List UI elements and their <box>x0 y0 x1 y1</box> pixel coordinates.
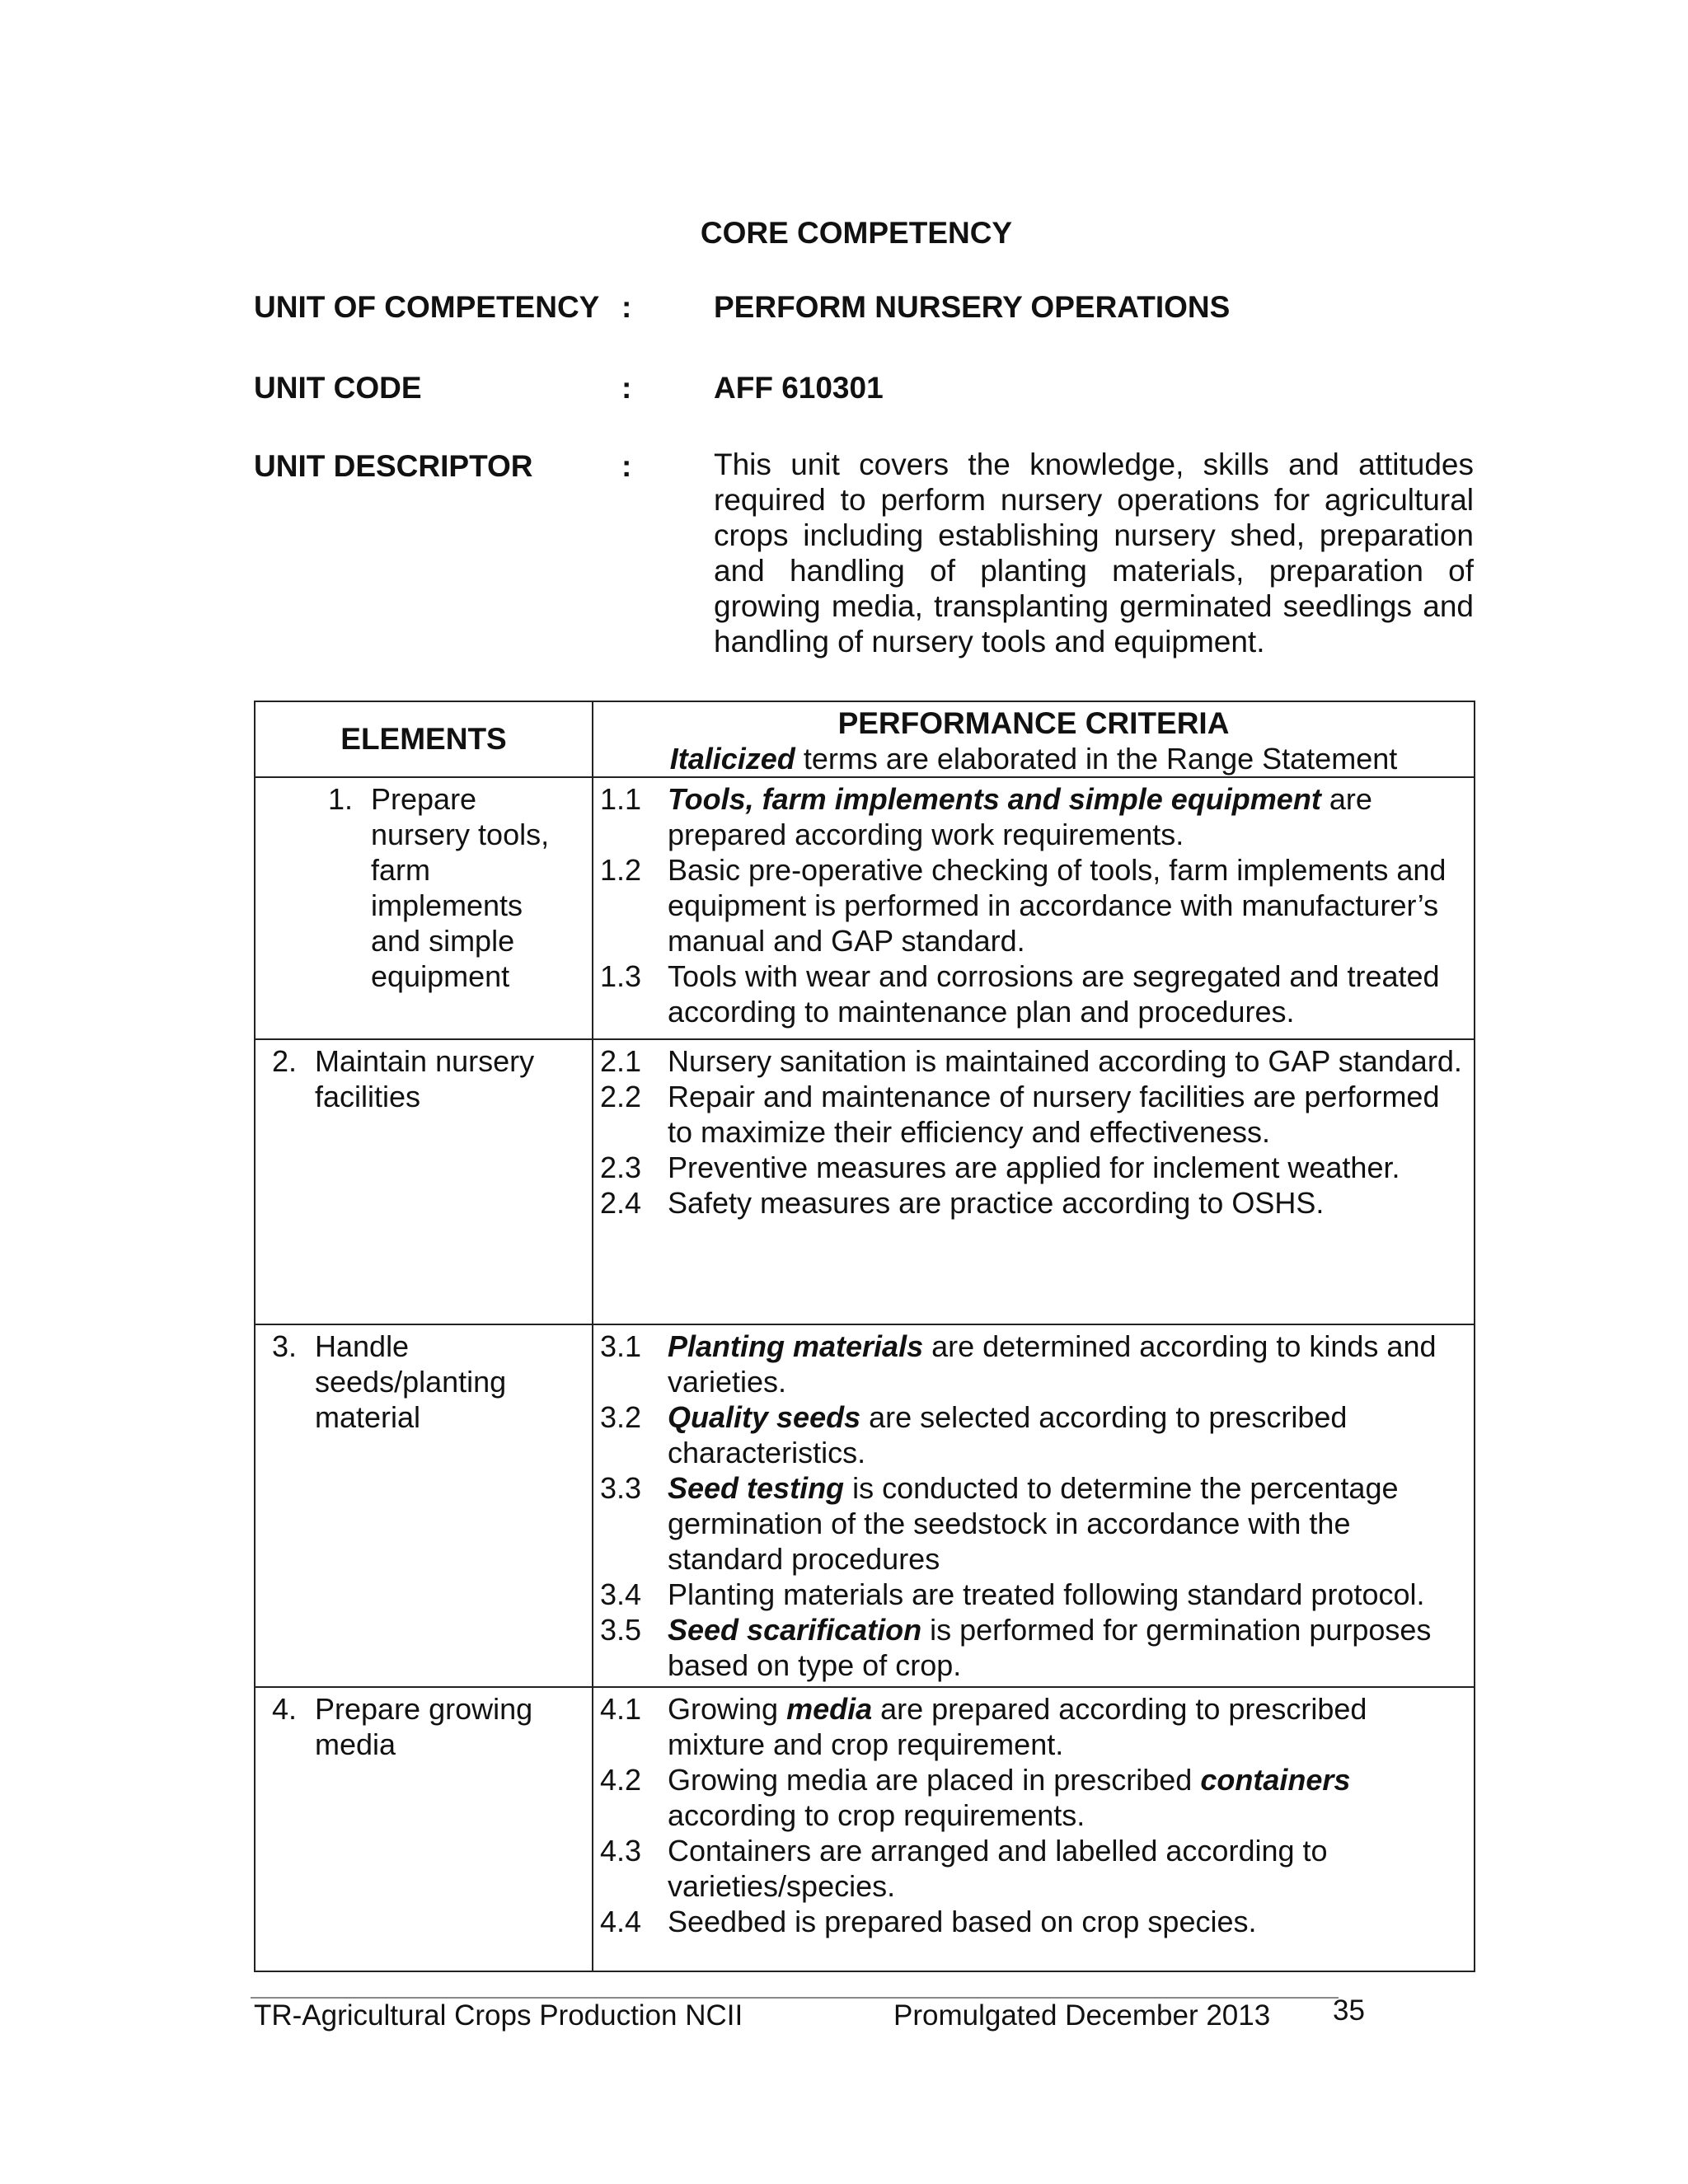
criterion-text <box>668 1043 1465 1079</box>
criterion-body: Containers are arranged and labelled according to varieties/species. <box>668 1834 1328 1903</box>
element-number: 4. <box>271 1692 297 1726</box>
criterion-body: Safety measures are practice according to OSHS. <box>668 1186 1325 1220</box>
criterion-text <box>668 1470 1465 1577</box>
criterion-body: Planting materials are treated following standard protocol. <box>668 1577 1425 1611</box>
criterion-text <box>668 1833 1465 1904</box>
criterion-number: 4.2 <box>600 1763 642 1797</box>
criterion-item <box>593 781 1465 852</box>
criterion-item <box>593 1329 1465 1399</box>
criterion-item <box>593 1185 1465 1221</box>
element-number: 1. <box>327 782 353 816</box>
element-text: Handle seeds/planting material <box>315 1329 507 1434</box>
criterion-number: 1.3 <box>600 959 642 993</box>
element-cell <box>255 1687 593 1971</box>
criterion-number: 3.2 <box>600 1400 642 1434</box>
element-text: Prepare growing media <box>315 1692 533 1761</box>
range-term: Planting materials <box>668 1329 924 1363</box>
criterion-body: Repair and maintenance of nursery facilities are performed to maximize their efficiency and effectiveness. <box>668 1080 1440 1149</box>
criterion-text <box>668 1762 1465 1833</box>
criteria-cell <box>593 777 1475 1039</box>
criterion-text <box>668 1150 1465 1185</box>
criterion-text <box>668 958 1465 1029</box>
criterion-number: 2.2 <box>600 1080 642 1113</box>
criterion-body: is performed for germination purposes based on type of crop. <box>668 1613 1432 1682</box>
element-number: 3. <box>271 1329 297 1363</box>
criterion-text <box>668 852 1465 958</box>
unit-descriptor-label: UNIT DESCRIPTOR <box>254 449 533 483</box>
element-text: Prepare nursery tools, farm implements and simple equipment <box>371 782 550 993</box>
criterion-number: 3.4 <box>600 1577 642 1611</box>
note-rest: terms are elaborated in the Range Statement <box>795 742 1398 776</box>
criteria-cell <box>593 1039 1475 1324</box>
range-term: Seed testing <box>668 1471 845 1505</box>
criterion-number: 2.3 <box>600 1151 642 1184</box>
criterion-prefix: Growing media are placed in prescribed <box>668 1763 1201 1797</box>
criterion-body: Seedbed is prepared based on crop species. <box>668 1905 1257 1938</box>
criterion-item <box>593 1577 1465 1612</box>
criterion-body: Basic pre-operative checking of tools, farm implements and equipment is performed in accordance with manufacturer’s manual and GAP standard. <box>668 853 1447 958</box>
unit-code-label: UNIT CODE <box>254 371 422 405</box>
range-statement-note <box>593 741 1474 776</box>
range-term: Quality seeds <box>668 1400 861 1434</box>
table-row <box>255 1324 1475 1687</box>
table-row <box>255 1039 1475 1324</box>
element-cell <box>255 1324 593 1687</box>
criterion-item <box>593 1762 1465 1833</box>
criterion-body: according to crop requirements. <box>668 1798 1085 1832</box>
element-number: 2. <box>271 1044 297 1078</box>
criterion-item <box>593 1079 1465 1150</box>
colon: : <box>621 290 632 324</box>
criteria-cell <box>593 1324 1475 1687</box>
criterion-number: 1.2 <box>600 853 642 887</box>
performance-criteria-table <box>254 701 1475 1972</box>
range-term: Seed scarification <box>668 1613 922 1647</box>
range-term: media <box>786 1692 873 1726</box>
criterion-item <box>593 1833 1465 1904</box>
criterion-item <box>593 1612 1465 1683</box>
criterion-text <box>668 1329 1465 1399</box>
criterion-body: are selected according to prescribed characteristics. <box>668 1400 1348 1469</box>
criterion-text <box>668 1691 1465 1762</box>
criteria-cell <box>593 1687 1475 1971</box>
criterion-item <box>593 1043 1465 1079</box>
unit-of-competency-label: UNIT OF COMPETENCY <box>254 290 600 324</box>
criterion-body: are prepared according to prescribed mixture and crop requirement. <box>668 1692 1367 1761</box>
criterion-body: is conducted to determine the percentage germination of the seedstock in accordance with the standard procedures <box>668 1471 1399 1576</box>
element-cell <box>255 777 593 1039</box>
performance-criteria-heading: PERFORMANCE CRITERIA <box>837 706 1230 740</box>
criterion-body: are prepared according work requirements. <box>668 782 1372 851</box>
criterion-number: 4.1 <box>600 1692 642 1726</box>
criterion-item <box>593 1399 1465 1470</box>
footer-promulgated-date: Promulgated December 2013 <box>893 1999 1271 2032</box>
performance-criteria-column-header <box>593 701 1475 777</box>
criterion-text <box>668 1612 1465 1683</box>
criterion-number: 2.4 <box>600 1186 642 1220</box>
criterion-number: 4.4 <box>600 1905 642 1938</box>
footer-document-title: TR-Agricultural Crops Production NCII <box>254 1999 743 2032</box>
criterion-item <box>593 1150 1465 1185</box>
element-cell <box>255 1039 593 1324</box>
criterion-number: 4.3 <box>600 1834 642 1868</box>
page-number: 35 <box>1333 1994 1365 2027</box>
criterion-number: 1.1 <box>600 782 642 816</box>
core-competency-title: CORE COMPETENCY <box>700 216 1013 250</box>
criterion-number: 2.1 <box>600 1044 642 1078</box>
criterion-body: Nursery sanitation is maintained according to GAP standard. <box>668 1044 1462 1078</box>
criterion-body: Tools with wear and corrosions are segregated and treated according to maintenance plan and procedures. <box>668 959 1440 1029</box>
footer-divider <box>251 1997 1339 1999</box>
criterion-text <box>668 1904 1465 1939</box>
criterion-prefix: Growing <box>668 1692 787 1726</box>
criterion-item <box>593 1904 1465 1939</box>
range-term: containers <box>1200 1763 1351 1797</box>
element-text: Maintain nursery facilities <box>315 1044 535 1113</box>
criterion-item <box>593 1470 1465 1577</box>
criterion-text <box>668 781 1465 852</box>
italicized-word: Italicized <box>669 742 795 776</box>
criterion-number: 3.3 <box>600 1471 642 1505</box>
criterion-item <box>593 1691 1465 1762</box>
table-row <box>255 777 1475 1039</box>
elements-column-header: ELEMENTS <box>255 701 593 777</box>
criterion-item <box>593 852 1465 958</box>
criterion-text <box>668 1577 1465 1612</box>
range-term: Tools, farm implements and simple equipment <box>668 782 1321 816</box>
unit-descriptor-text: This unit covers the knowledge, skills and attitudes required to perform nursery operations for agricultural crops including establishing nursery shed, preparation and handling of planting materials, preparation of growing media, transplanting germinated seedlings and handling of nursery tools and equipment. <box>714 448 1474 658</box>
criterion-body: are determined according to kinds and varieties. <box>668 1329 1437 1399</box>
colon: : <box>621 371 632 405</box>
criterion-item <box>593 958 1465 1029</box>
criterion-text <box>668 1079 1465 1150</box>
criterion-body: Preventive measures are applied for inclement weather. <box>668 1151 1400 1184</box>
criterion-number: 3.1 <box>600 1329 642 1363</box>
table-row <box>255 1687 1475 1971</box>
unit-code-value: AFF 610301 <box>714 371 884 405</box>
criterion-text <box>668 1399 1465 1470</box>
unit-of-competency-value: PERFORM NURSERY OPERATIONS <box>714 290 1231 324</box>
colon: : <box>621 449 632 483</box>
criterion-number: 3.5 <box>600 1613 642 1647</box>
criterion-text <box>668 1185 1465 1221</box>
